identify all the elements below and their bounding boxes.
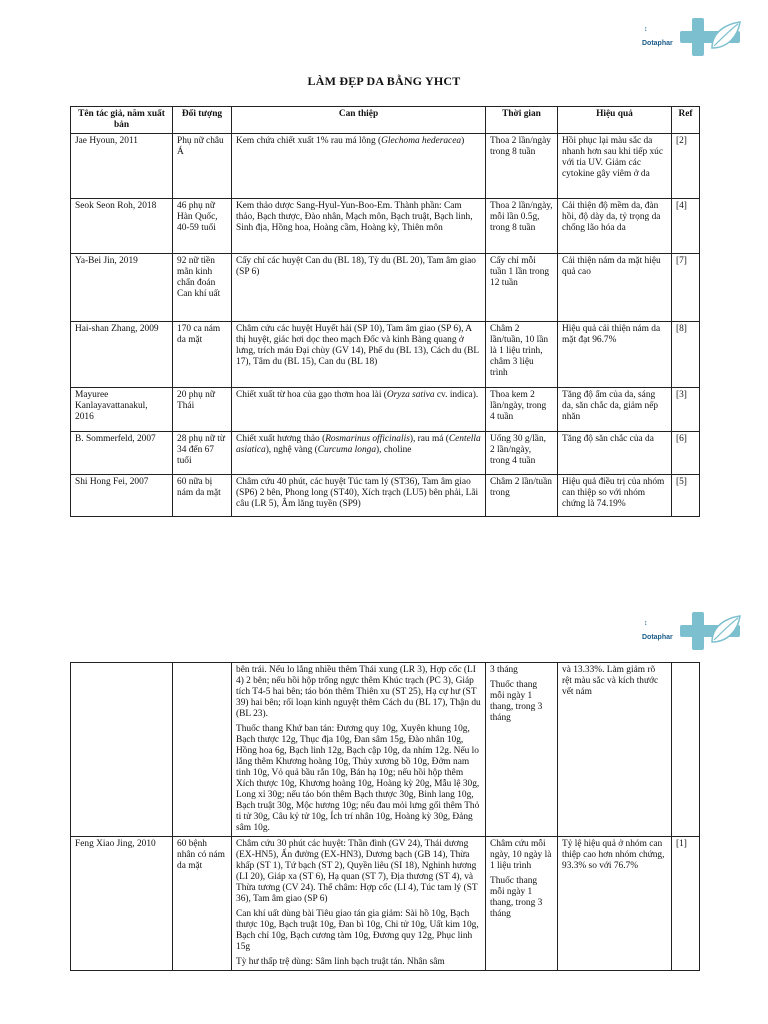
time-paragraph: Thuốc thang mỗi ngày 1 thang, trong 3 tháng: [490, 876, 543, 919]
cell-intervention: Chiết xuất hương thảo (Rosmarinus officinalis), rau má (Centella asiatica), nghệ vàng (Curcuma longa), choline: [232, 432, 486, 475]
intervention-paragraph: Tỳ hư thấp trệ dùng: Sâm linh bạch truật tán. Nhân sâm: [236, 957, 445, 967]
table-row: [71, 388, 700, 432]
cell-author: [71, 663, 173, 837]
document-page-2: [0, 600, 768, 1024]
cell-author: Hai-shan Zhang, 2009: [71, 322, 173, 388]
table-row: [71, 432, 700, 475]
cell-intervention: [232, 663, 486, 837]
table-row: [71, 837, 700, 971]
table-row: [71, 199, 700, 254]
cell-subject: Phụ nữ châu Á: [173, 134, 232, 199]
study-table-continued: [70, 662, 700, 971]
logo-brand-text: Dotaphar: [642, 634, 673, 641]
cell-ref: [3]: [672, 388, 700, 432]
cell-author: Jae Hyoun, 2011: [71, 134, 173, 199]
cell-ref: [672, 663, 700, 837]
cell-time: Thoa 2 lần/ngày trong 8 tuần: [486, 134, 558, 199]
cell-effect: Tăng độ săn chắc của da: [558, 432, 672, 475]
cell-ref: [7]: [672, 254, 700, 322]
time-paragraph: Châm cứu mỗi ngày, 10 ngày là 1 liệu trình: [490, 839, 552, 871]
cell-ref: [8]: [672, 322, 700, 388]
cell-intervention: Châm cứu các huyệt Huyết hải (SP 10), Tam âm giao (SP 6), A thị huyệt, giác hơi dọc theo mạch Đốc và kinh Bàng quang ở lưng, trích máu Đại chùy (GV 14), Phế du (BL 13), Cách du (BL 17), Tâm du (BL 15), Can du (BL 18): [232, 322, 486, 388]
cell-subject: 60 nữa bị nám da mặt: [173, 475, 232, 517]
cell-author: Feng Xiao Jing, 2010: [71, 837, 173, 971]
table-row: [71, 663, 700, 837]
page-gap: [0, 590, 768, 600]
time-paragraph: Thuốc thang mỗi ngày 1 thang, trong 3 tháng: [490, 680, 543, 723]
cell-author: B. Sommerfeld, 2007: [71, 432, 173, 475]
cell-effect: Tỷ lệ hiệu quả ở nhóm can thiệp cao hơn nhóm chứng, 93.3% so với 76.7%: [558, 837, 672, 971]
cell-subject: 28 phụ nữ từ 34 đến 67 tuổi: [173, 432, 232, 475]
table-row: [71, 254, 700, 322]
header-intervention: Can thiệp: [232, 107, 486, 134]
cell-ref: [4]: [672, 199, 700, 254]
cell-intervention: Kem thảo dược Sang-Hyul-Yun-Boo-Em. Thành phần: Cam thảo, Bạch thược, Đào nhân, Mạch môn, Bạch truật, Bạch linh, Sinh địa, Hồng hoa, Hoàng cầm, Hoàng kỳ, Thiên môn: [232, 199, 486, 254]
cell-author: Seok Seon Roh, 2018: [71, 199, 173, 254]
cell-subject: 92 nữ tiền mãn kinh chẩn đoán Can khí uất: [173, 254, 232, 322]
study-table: [70, 106, 700, 517]
cell-effect: Tăng độ ẩm của da, sáng da, săn chắc da, giảm nếp nhăn: [558, 388, 672, 432]
cell-time: [486, 663, 558, 837]
document-title: LÀM ĐẸP DA BẰNG YHCT: [307, 74, 461, 88]
leaf-cross-icon: [678, 18, 742, 56]
cell-author: Ya-Bei Jin, 2019: [71, 254, 173, 322]
cell-effect: Cải thiện độ mềm da, đàn hồi, độ dày da, tỷ trọng da chống lão hóa da: [558, 199, 672, 254]
cell-subject: 46 phụ nữ Hàn Quốc, 40-59 tuổi: [173, 199, 232, 254]
header-effect: Hiệu quả: [558, 107, 672, 134]
logo-brand-text: Dotaphar: [642, 40, 673, 47]
cell-intervention: Chiết xuất từ hoa của gạo thơm hoa lài (Oryza sativa cv. indica).: [232, 388, 486, 432]
table-row: [71, 475, 700, 517]
logo-mark: ↕: [644, 620, 648, 627]
header-author: Tên tác giả, năm xuất bản: [71, 107, 173, 134]
cell-author: Shi Hong Fei, 2007: [71, 475, 173, 517]
cell-subject: [173, 663, 232, 837]
cell-author: Mayuree Kanlayavattanakul, 2016: [71, 388, 173, 432]
header-ref: Ref: [672, 107, 700, 134]
cell-intervention: Kem chứa chiết xuất 1% rau má lông (Glechoma hederacea): [232, 134, 486, 199]
cell-time: Châm 2 lần/tuần, 10 lần là 1 liệu trình, châm 3 liệu trình: [486, 322, 558, 388]
table-row: [71, 322, 700, 388]
table-row: [71, 134, 700, 199]
leaf-cross-icon: [678, 612, 742, 650]
cell-time: Thoa kem 2 lần/ngày, trong 4 tuần: [486, 388, 558, 432]
cell-ref: [1]: [672, 837, 700, 971]
dotaphar-logo: [642, 18, 742, 58]
cell-subject: 170 ca nám da mặt: [173, 322, 232, 388]
cell-time: Thoa 2 lần/ngày, mỗi lần 0.5g, trong 8 tuần: [486, 199, 558, 254]
cell-effect: Hiệu quả điều trị của nhóm can thiệp so với nhóm chứng là 74.19%: [558, 475, 672, 517]
cell-subject: 60 bệnh nhân có nám da mặt: [173, 837, 232, 971]
cell-time: Cấy chỉ mỗi tuần 1 lần trong 12 tuần: [486, 254, 558, 322]
cell-effect: Cải thiện nám da mặt hiệu quả cao: [558, 254, 672, 322]
intervention-paragraph: bên trái. Nếu lo lắng nhiều thêm Thái xung (LR 3), Hợp cốc (LI 4) 2 bên; nếu hồi hộp trống ngực thêm Khúc trạch (PC 3), Giáp tích T4-5 hai bên; táo bón thêm Thiên xu (ST 25), Hạ cự hư (ST 39) hai bên; rối loạn kinh nguyệt thêm Cách du (BL 17), Thận du (BL 23).: [236, 665, 481, 719]
cell-ref: [5]: [672, 475, 700, 517]
cell-time: Châm 2 lần/tuần trong: [486, 475, 558, 517]
header-time: Thời gian: [486, 107, 558, 134]
logo-mark: ↕: [644, 26, 648, 33]
intervention-paragraph: Can khí uất dùng bài Tiêu giao tán gia giảm: Sài hồ 10g, Bạch thược 10g, Bạch truật 10g, Đan bì 10g, Chi tử 10g, Uất kim 10g, Bạch chỉ 10g, Bạch cương tàm 10g, Đương quy 12g, Phục linh 15g: [236, 909, 479, 952]
intervention-paragraph: Châm cứu 30 phút các huyệt: Thần đình (GV 24), Thái dương (EX-HN5), Ấn đường (EX-HN3), Dương bạch (GB 14), Thừa khấp (ST 1), Tứ bạch (ST 2), Quyền liêu (SI 18), Nghinh hương (LI 20), Giáp xa (ST 6), Hạ quan (ST 7), Địa thương (ST 4), và Thừa tương (CV 24). Thể châm: Hợp cốc (LI 4), Túc tam lý (ST 36), Tam âm giao (SP 6): [236, 839, 478, 904]
dotaphar-logo: [642, 612, 742, 652]
cell-effect: Hiệu quả cải thiện nám da mặt đạt 96.7%: [558, 322, 672, 388]
cell-ref: [6]: [672, 432, 700, 475]
cell-ref: [2]: [672, 134, 700, 199]
cell-time: Uống 30 g/lần, 2 lần/ngày, trong 4 tuần: [486, 432, 558, 475]
cell-intervention: Cấy chỉ các huyệt Can du (BL 18), Tỳ du (BL 20), Tam âm giao (SP 6): [232, 254, 486, 322]
intervention-paragraph: Thuốc thang Khứ ban tán: Đương quy 10g, Xuyên khung 10g, Bạch thược 12g, Thục địa 10g, Đan sâm 15g, Đào nhân 10g, Hồng hoa 6g, Bạch linh 12g, Bạch cập 10g, da nhím 12g. Nếu lo lắng thêm Khương hoàng 10g, Thủy xương bồ 10g, Đởm nam tinh 10g, Vỏ quả bầu rắn 10g, Bán hạ 10g; nếu hồi hộp thêm Xích thược 10g, Khương hoàng 10g, Hoàng kỳ 20g, Mẫu lệ 30g, Long xỉ 30g; nếu táo bón thêm Bạch thược 30g, Binh lang 10g, Bạch truật 30g, Mộc hương 10g; nếu đau mỏi lưng gối thêm Thỏ ti tử 30g, Câu kỷ tử 10g, Ích trí nhân 10g, Hoàng kỳ 30g, Đảng sâm 10g.: [236, 724, 480, 833]
cell-effect: và 13.33%. Làm giảm rõ rệt màu sắc và kích thước vết nám: [558, 663, 672, 837]
cell-intervention: Châm cứu 40 phút, các huyệt Túc tam lý (ST36), Tam âm giao (SP6) 2 bên, Phong long (ST40), Xích trạch (LU5) bên phải, Lãi câu (LR 5), Âm lăng tuyền (SP9): [232, 475, 486, 517]
cell-intervention: [232, 837, 486, 971]
cell-subject: 20 phụ nữ Thái: [173, 388, 232, 432]
cell-effect: Hồi phục lại màu sắc da nhanh hơn sau khi tiếp xúc với tia UV. Giảm các cytokine gây viêm ở da: [558, 134, 672, 199]
table-header-row: [71, 107, 700, 134]
time-paragraph: 3 tháng: [490, 665, 518, 675]
header-subject: Đối tượng: [173, 107, 232, 134]
cell-time: [486, 837, 558, 971]
